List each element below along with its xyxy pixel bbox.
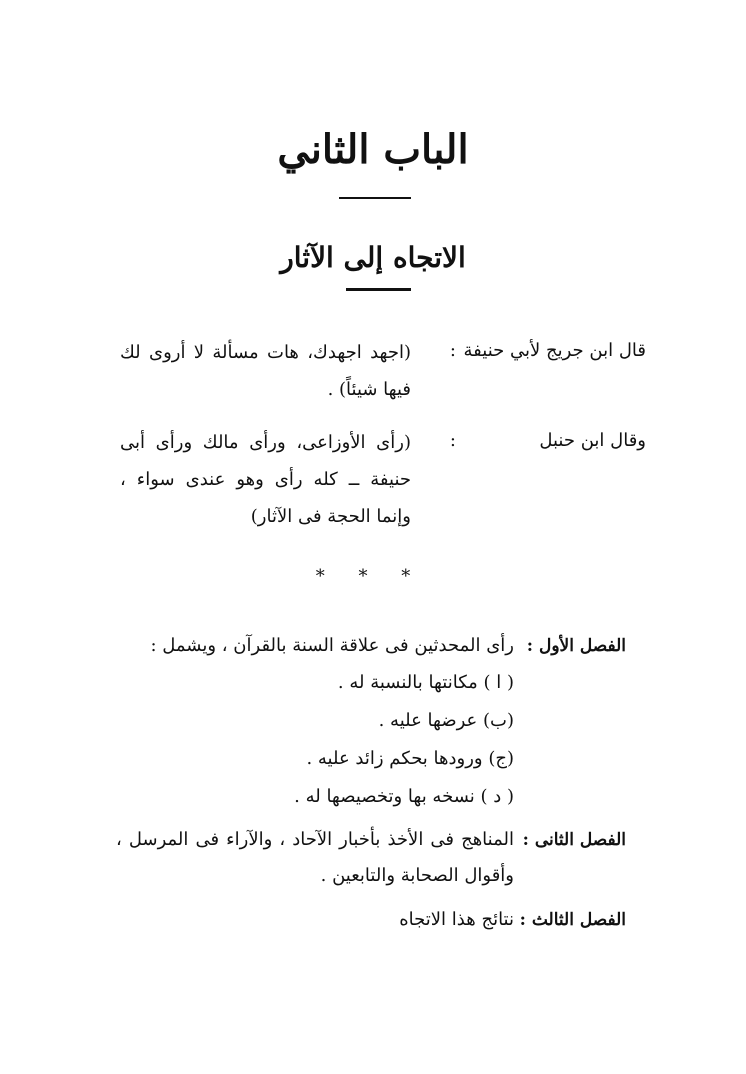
main-title: الاتجاه إلى الآثار [280, 241, 466, 274]
chapter-one [100, 628, 626, 818]
chapter-desc-block [120, 628, 514, 816]
quote-colon: : [449, 430, 456, 451]
chapter-label: الفصل الثالث : [519, 910, 626, 930]
section-separator: * * * [315, 566, 425, 587]
quote-ibn-jurayj [120, 334, 646, 414]
title-divider [339, 197, 411, 199]
chapter-label: الفصل الأول : [526, 636, 626, 656]
chapter-desc: المناهج فى الأخذ بأخبار الآحاد ، والآراء فى المرسل ، وأقوال الصحابة والتابعين . [116, 829, 514, 886]
list-item: (ج) ورودها بحكم زائد عليه . [306, 748, 514, 769]
list-item: ( ا ) مكانتها بالنسبة له . [337, 672, 514, 693]
list-item: (ب) عرضها عليه . [378, 710, 514, 731]
chapter-desc: نتائج هذا الاتجاه [399, 909, 514, 930]
chapter-items [120, 664, 514, 816]
quote-text: (رأى الأوزاعى، ورأى مالك ورأى أبى حنيفة ــ كله رأى وهو عندى سواء ، وإنما الحجة فى الآثار) [120, 432, 411, 527]
chapter-three [100, 902, 626, 942]
chapter-desc: رأى المحدثين فى علاقة السنة بالقرآن ، ويشمل : [150, 635, 514, 656]
quote-text: (اجهد اجهدك، هات مسألة لا أروى لك فيها شيئاً) . [120, 342, 411, 400]
quote-speaker: وقال ابن حنبل [539, 430, 646, 451]
quote-speaker: قال ابن جريج لأبي حنيفة [463, 340, 646, 361]
quote-ibn-hanbal [120, 424, 646, 544]
title-underline [346, 288, 411, 291]
quote-colon: : [449, 340, 456, 361]
part-title: الباب الثاني [277, 126, 469, 173]
list-item: ( د ) نسخه بها وتخصيصها له . [294, 786, 514, 807]
chapter-two [100, 822, 626, 902]
chapter-label: الفصل الثانى : [522, 830, 626, 850]
